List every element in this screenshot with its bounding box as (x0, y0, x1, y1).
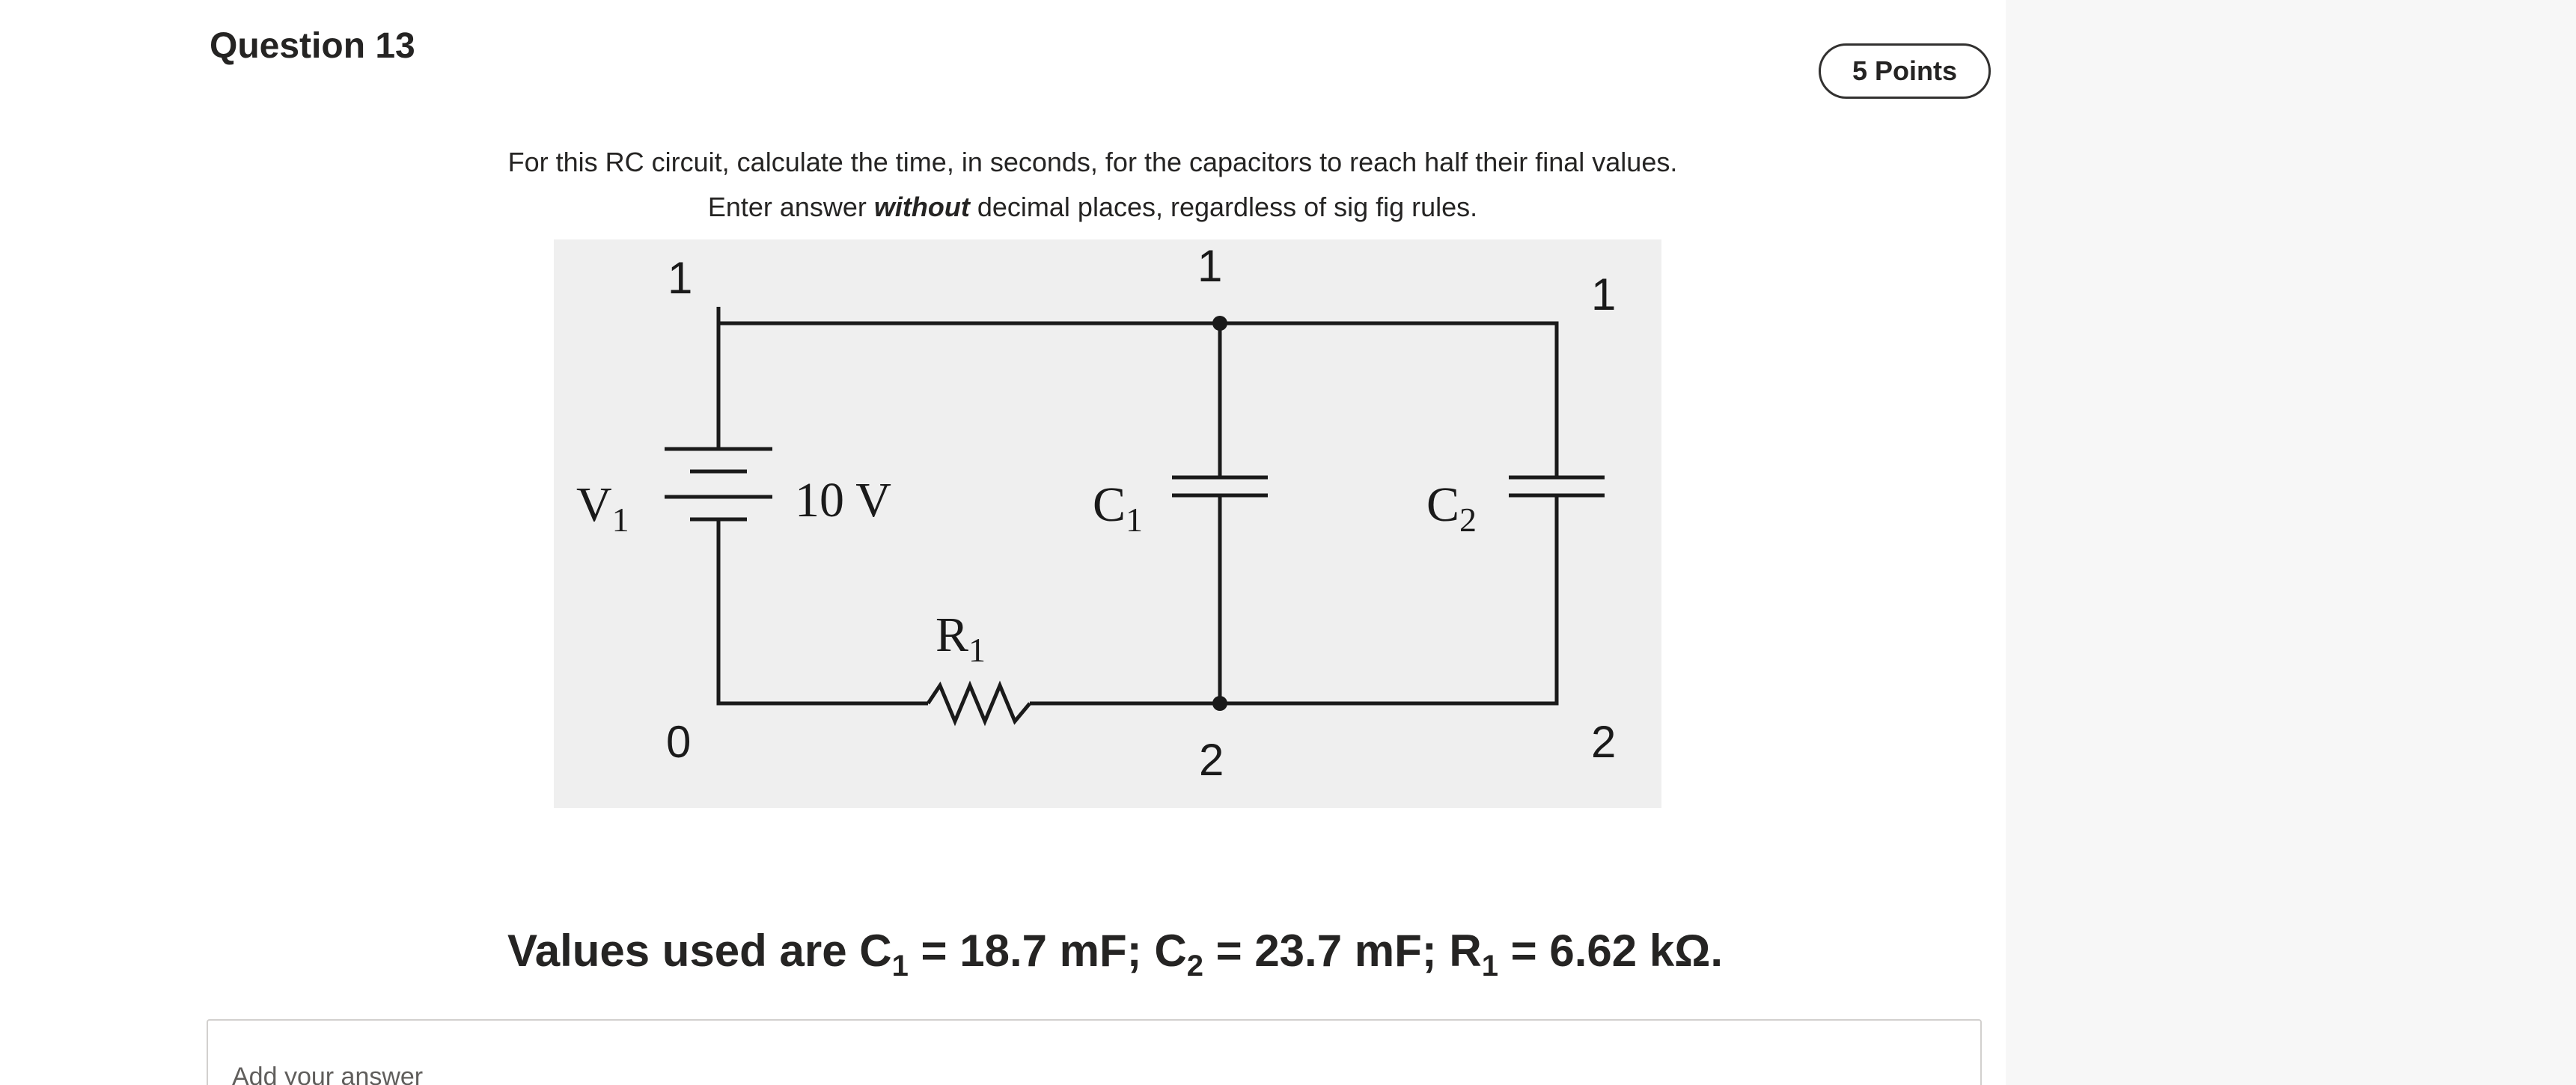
node-label-top-left: 1 (668, 253, 693, 303)
node-label-bottom-middle: 2 (1199, 735, 1224, 785)
c1-subscript: 1 (1126, 501, 1144, 539)
right-gutter (2006, 0, 2576, 1085)
source-value: 10 V (795, 473, 891, 528)
values-c2-value: = 23.7 mF; (1203, 926, 1450, 976)
source-subscript: 1 (611, 501, 629, 539)
values-prefix: Values used are (507, 926, 860, 976)
prompt-text-after: decimal places, regardless of sig fig rules. (969, 192, 1478, 222)
c1-name: C (1093, 477, 1126, 532)
values-c1-name: C (859, 926, 892, 976)
capacitor-c2-label (1426, 477, 1477, 539)
values-c2-sub: 2 (1186, 950, 1203, 982)
node-label-bottom-left: 0 (666, 717, 692, 767)
prompt-emphasis: without (873, 192, 970, 222)
values-c1-sub: 1 (891, 950, 909, 982)
r1-name: R (936, 608, 969, 662)
answer-input[interactable] (207, 1019, 1982, 1085)
values-r1-sub: 1 (1481, 950, 1499, 982)
top-wire (718, 307, 1557, 440)
node-label-bottom-right: 2 (1591, 717, 1617, 767)
capacitor-c1-label (1093, 477, 1143, 539)
capacitor-c1-symbol (1172, 477, 1268, 495)
c2-subscript: 2 (1459, 501, 1477, 539)
junction-dot-bottom (1212, 696, 1227, 711)
r1-subscript: 1 (968, 631, 986, 669)
node-label-top-right: 1 (1591, 269, 1617, 320)
resistor-r1-label (936, 608, 986, 669)
resistor-r1-symbol (928, 685, 1030, 721)
question-title: Question 13 (210, 26, 415, 66)
question-prompt-line-2 (389, 192, 1796, 223)
left-lower-wire (718, 557, 928, 703)
values-c1-value: = 18.7 mF; (908, 926, 1155, 976)
capacitor-c2-symbol (1509, 477, 1605, 495)
values-r1-value: = 6.62 kΩ. (1498, 926, 1723, 976)
battery-symbol (665, 449, 772, 557)
source-name: V (576, 477, 612, 532)
c2-name: C (1426, 477, 1460, 532)
source-label (576, 477, 629, 539)
node-label-top-middle: 1 (1197, 241, 1223, 291)
circuit-svg (554, 239, 1661, 808)
points-badge: 5 Points (1819, 43, 1991, 99)
question-prompt-line-1: For this RC circuit, calculate the time, in seconds, for the capacitors to reach half their final values. (507, 147, 1678, 177)
circuit-diagram (554, 239, 1661, 808)
component-values (419, 925, 1811, 983)
bottom-wire (1030, 527, 1557, 703)
junction-dot-top (1212, 316, 1227, 331)
prompt-text-before: Enter answer (707, 192, 874, 222)
values-r1-name: R (1449, 926, 1482, 976)
values-c2-name: C (1154, 926, 1187, 976)
